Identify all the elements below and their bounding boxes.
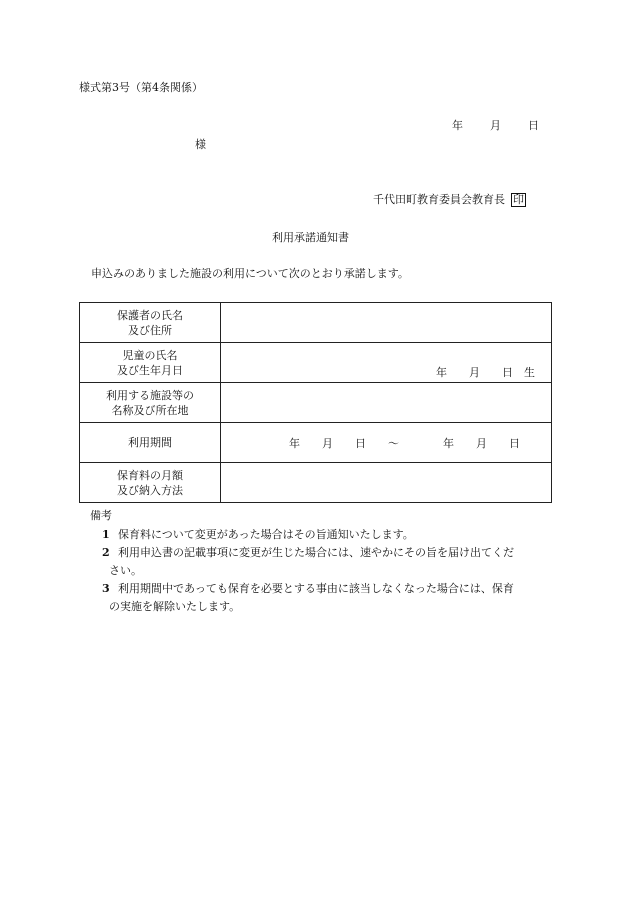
remark-item xyxy=(102,544,552,580)
intro-text: 申込みのありました施設の利用について次のとおり承諾します。 xyxy=(91,267,409,280)
facility-field[interactable] xyxy=(221,383,552,423)
addressee-suffix: 様 xyxy=(195,138,206,151)
label-line: 及び住所 xyxy=(128,323,172,337)
facility-label xyxy=(80,383,221,423)
document-title: 利用承諾通知書 xyxy=(272,231,349,244)
child-label xyxy=(80,343,221,383)
fee-field[interactable] xyxy=(221,463,552,503)
label-line: 保護者の氏名 xyxy=(117,308,183,322)
form-number: 様式第3号（第4条関係） xyxy=(79,81,203,94)
remark-text: 保育料について変更があった場合はその旨通知いたします。 xyxy=(118,528,414,541)
remark-text: 利用申込書の記載事項に変更が生じた場合には、速やかにその旨を届け出てくだ xyxy=(118,546,514,559)
label-line: 名称及び所在地 xyxy=(111,403,189,417)
remark-number: 3 xyxy=(102,582,110,595)
issue-date xyxy=(452,119,539,133)
remark-text-cont: さい。 xyxy=(109,564,142,577)
label-line: 利用する施設等の xyxy=(106,388,194,402)
issuer-line xyxy=(373,193,526,207)
form-table xyxy=(79,302,552,503)
label-line: 及び生年月日 xyxy=(117,363,183,377)
remark-number: 2 xyxy=(102,546,110,559)
label-line: 児童の氏名 xyxy=(122,348,178,362)
period-placeholder: 年 月 日 ～ 年 月 日 xyxy=(289,437,520,450)
issuer-name: 千代田町教育委員会教育長 xyxy=(373,193,505,206)
table-row xyxy=(80,343,552,383)
table-row xyxy=(80,303,552,343)
seal-stamp: 印 xyxy=(513,193,524,206)
remark-text-cont: の実施を解除いたします。 xyxy=(109,600,241,613)
label-line: 及び納入方法 xyxy=(117,483,183,497)
remark-item xyxy=(102,526,552,544)
child-field[interactable] xyxy=(221,343,552,383)
period-label xyxy=(80,423,221,463)
label-line: 保育料の月額 xyxy=(117,468,183,482)
guardian-label xyxy=(80,303,221,343)
date-day: 日 xyxy=(528,119,539,132)
remark-item xyxy=(102,580,552,616)
table-row xyxy=(80,423,552,463)
date-year: 年 xyxy=(452,119,463,132)
fee-label xyxy=(80,463,221,503)
label-line: 利用期間 xyxy=(128,436,172,449)
date-month: 月 xyxy=(490,119,501,132)
period-field[interactable] xyxy=(221,423,552,463)
birthdate-placeholder: 年 月 日 生 xyxy=(436,366,535,379)
remark-text: 利用期間中であっても保育を必要とする事由に該当しなくなった場合には、保育 xyxy=(118,582,514,595)
table-row xyxy=(80,383,552,423)
guardian-field[interactable] xyxy=(221,303,552,343)
table-row xyxy=(80,463,552,503)
remarks-title: 備考 xyxy=(90,509,112,522)
remark-number: 1 xyxy=(102,528,110,541)
